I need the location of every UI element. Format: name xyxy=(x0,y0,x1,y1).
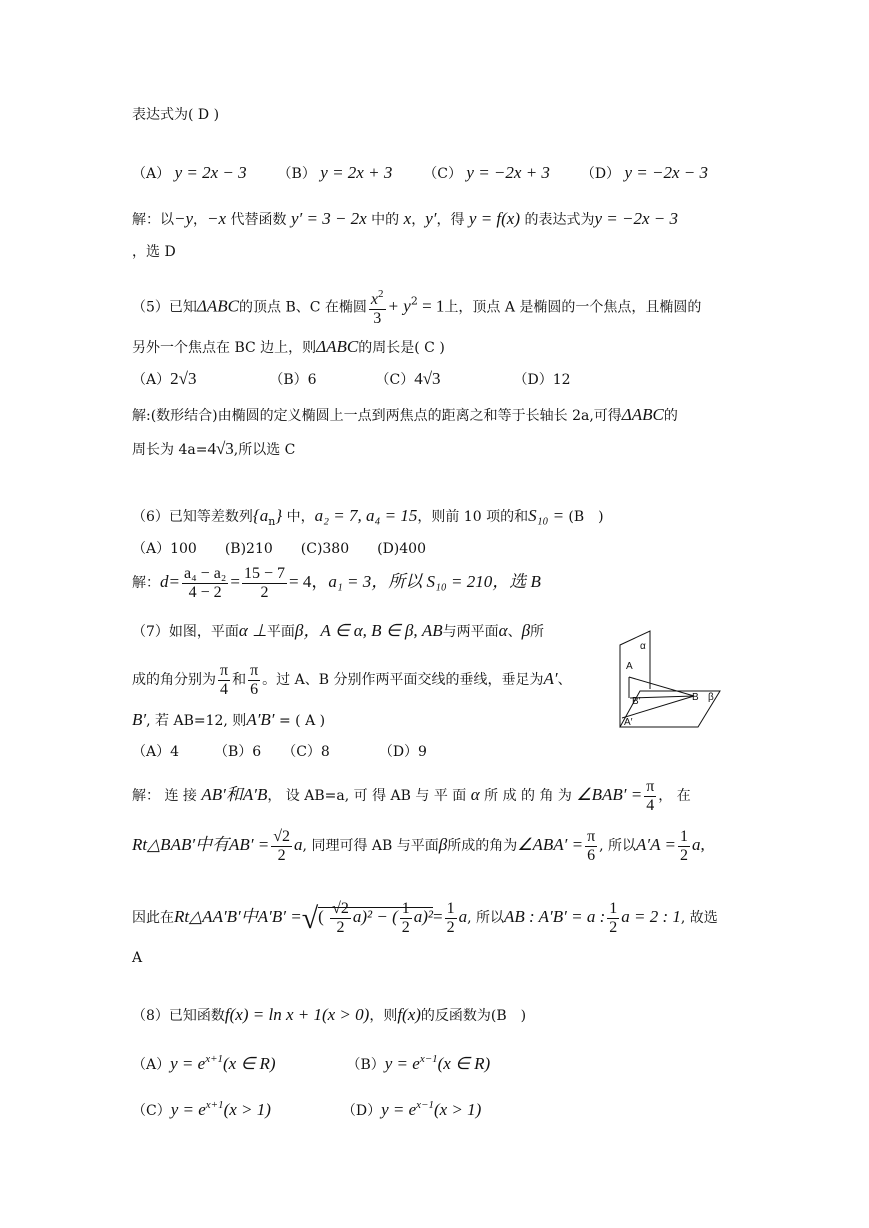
q4-option-a-label: （A） xyxy=(132,166,171,182)
q6-frac2-den: 2 xyxy=(260,583,269,601)
q8-option-b-exp: x−1 xyxy=(419,1053,438,1065)
q4-sol-math: −y xyxy=(174,209,194,228)
q5-sol-tail: 的 xyxy=(663,408,678,424)
q7-frac-sqrt2-2 xyxy=(330,900,351,936)
q5-math: = 1 xyxy=(417,296,445,316)
q7-math: A ∈ α, B ∈ β, AB xyxy=(320,621,443,640)
q5-option-d-label: （D） xyxy=(513,372,553,388)
q7-text: 和 xyxy=(232,672,247,689)
q6-seq-end: } xyxy=(275,506,283,525)
q7-a: a xyxy=(691,835,701,855)
q7-two: 2 xyxy=(609,918,618,936)
q5-stem-line1 xyxy=(132,288,701,327)
q8-option-d-cond: (x > 1) xyxy=(433,1100,482,1119)
q4-solution-line2: ，选 D xyxy=(132,244,176,260)
q7-text: （7）如图，平面 xyxy=(132,624,239,640)
q7-pi: π xyxy=(220,662,229,679)
q7-sol-math: ∠ABA′ = xyxy=(517,835,584,855)
q8-text: （8）已知函数 xyxy=(132,1008,225,1024)
q7-sol-math: β xyxy=(438,835,448,855)
q7-pi: π xyxy=(646,778,655,795)
q7-frac-half xyxy=(678,828,690,864)
q5-solution-line2 xyxy=(132,440,295,457)
q7-six: 6 xyxy=(250,680,259,698)
fig-label-alpha: α xyxy=(640,641,646,652)
q7-four: 4 xyxy=(646,796,655,814)
q7-frac-pi4 xyxy=(218,662,230,698)
q6-sol-math: = 4， xyxy=(289,572,329,592)
q5-frac-den: 3 xyxy=(373,309,382,327)
q6-sol-math: a₁ = 3，所以 xyxy=(328,572,427,592)
q7-math: a)² xyxy=(413,907,434,927)
intro-line: 表达式为( D ) xyxy=(132,107,220,123)
q7-solution-line4: A xyxy=(132,950,143,966)
q5-sol-text: 周长为 4a= xyxy=(132,442,208,458)
q5-ellipse-fraction xyxy=(369,288,386,327)
q7-solution-line2 xyxy=(132,828,705,864)
q8-option-d-base: y = e xyxy=(381,1100,417,1119)
q6-frac2 xyxy=(242,565,287,601)
q7-two: 2 xyxy=(446,918,455,936)
q5-text: 另外一个焦点在 BC 边上，则 xyxy=(132,340,317,356)
q6-sol-text: 解： xyxy=(132,575,160,592)
q7-pi: π xyxy=(587,828,596,845)
q7-sol-text: 所成的角为 xyxy=(447,838,518,855)
q5-sol-math: 4√3 xyxy=(207,439,234,458)
q5-sol-text: ,所以选 C xyxy=(233,442,296,458)
q7-sol-text: 所 成 的 角 为 xyxy=(479,788,577,805)
q6-condition: a₂ = 7, a₄ = 15 xyxy=(314,506,418,525)
q5-options xyxy=(132,370,571,387)
q5-triangle: ΔABC xyxy=(316,337,359,356)
q7-frac-sqrt2-2 xyxy=(271,828,292,864)
q4-sol-math: y′ xyxy=(425,209,437,228)
q5-option-d-expr: 12 xyxy=(552,372,571,388)
q6-solution xyxy=(132,565,541,601)
q8-stem xyxy=(132,1006,526,1023)
q4-option-c-expr: y = −2x + 3 xyxy=(466,163,550,182)
q7-frac-pi6 xyxy=(248,662,260,698)
q7-sol-text: , 同理可得 AB 与平面 xyxy=(302,838,439,855)
q4-option-b-label: （B） xyxy=(277,166,316,182)
q7-math: a)² − ( xyxy=(352,907,398,927)
q7-comma: , xyxy=(700,835,705,855)
q7-sol-math: Rt△BAB′中有AB′ = xyxy=(132,835,270,855)
q7-radicand xyxy=(318,900,434,936)
q5-option-a-expr: 2√3 xyxy=(170,369,197,388)
q4-option-d-label: （D） xyxy=(580,166,621,182)
q7-sol-text: 解： 连 接 xyxy=(132,788,202,805)
q7-frac-half xyxy=(445,900,457,936)
q4-option-b-expr: y = 2x + 3 xyxy=(320,163,393,182)
q7-text: 所 xyxy=(530,624,545,640)
q4-options xyxy=(132,164,708,181)
q5-text: 的周长是( C ) xyxy=(358,340,445,356)
q8-math: f(x) xyxy=(397,1005,421,1024)
q4-sol-math: y = f(x) xyxy=(468,209,521,228)
q6-text: 中， xyxy=(282,509,315,525)
q4-sol-text: ， xyxy=(193,212,208,228)
fig-label-beta: β xyxy=(708,692,714,703)
q8-option-d-label: （D） xyxy=(341,1103,382,1119)
q7-one: 1 xyxy=(401,900,410,917)
q5-option-b-expr: 6 xyxy=(307,372,317,388)
q7-text: = ( A ) xyxy=(274,713,326,729)
q7-one: 1 xyxy=(446,900,455,917)
q7-math: β xyxy=(521,621,531,640)
q6-text: ，则前 10 项的和 xyxy=(417,509,529,525)
q7-math: ( xyxy=(318,907,329,927)
q7-two: 2 xyxy=(277,846,286,864)
q7-a: a xyxy=(458,907,468,927)
q7-sol-text: , 所以 xyxy=(599,838,637,855)
q7-one: 1 xyxy=(609,900,618,917)
q7-sol-math: Rt△AA′B′中A′B′ = xyxy=(174,907,302,927)
q7-two: 2 xyxy=(679,846,688,864)
fig-label-a-prime: A′ xyxy=(624,717,633,728)
q8-option-c-label: （C） xyxy=(132,1103,171,1119)
q4-option-a-expr: y = 2x − 3 xyxy=(174,163,247,182)
q5-text: 的顶点 B、C 在椭圆 xyxy=(239,299,367,316)
q4-sol-math: y′ = 3 − 2x xyxy=(290,209,367,228)
q7-math: α xyxy=(498,621,508,640)
q5-option-c-label: （C） xyxy=(375,372,415,388)
q7-text: , 若 AB=12, 则 xyxy=(146,713,247,729)
q8-text: 的反函数为(B ) xyxy=(420,1008,527,1024)
q8-text: ，则 xyxy=(369,1008,398,1024)
q7-text: 平面 xyxy=(266,624,295,640)
q4-sol-text: 中的 xyxy=(366,212,404,228)
q4-sol-math: −x xyxy=(207,209,227,228)
q7-sol-text: , 所以 xyxy=(467,910,505,927)
q8-option-b-base: y = e xyxy=(384,1054,420,1073)
q7-one: 1 xyxy=(679,828,688,845)
q4-sol-math: x xyxy=(403,209,412,228)
q4-sol-text: ，得 xyxy=(436,212,469,228)
q7-sol-math: ∠BAB′ = xyxy=(576,785,643,805)
q7-sqrt-sign: √ xyxy=(301,902,319,936)
q7-math: β， xyxy=(294,621,321,640)
q7-text: 。过 A、B 分别作两平面交线的垂线，垂足为 xyxy=(262,672,544,689)
q7-solution-line1 xyxy=(132,778,691,814)
q4-sol-math: y = −2x − 3 xyxy=(594,209,678,228)
q7-sqrt2: √2 xyxy=(273,828,291,845)
q7-math: A′ xyxy=(543,669,558,689)
q8-option-c-base: y = e xyxy=(170,1100,206,1119)
q7-a: a xyxy=(294,835,303,855)
q5-sup: 2 xyxy=(410,294,418,308)
q6-frac1 xyxy=(182,565,228,601)
q5-option-b-label: （B） xyxy=(269,372,308,388)
fig-label-b: B xyxy=(692,692,699,703)
q4-sol-text: ， xyxy=(411,212,426,228)
q8-option-b-cond: (x ∈ R) xyxy=(437,1054,491,1073)
q5-sol-text: 解:(数形结合)由椭圆的定义椭圆上一点到两焦点的距离之和等于长轴长 2a,可得 xyxy=(132,408,622,424)
q5-triangle: ΔABC xyxy=(196,296,240,316)
q6-eq: = xyxy=(230,572,240,592)
q5-stem-line2 xyxy=(132,338,445,355)
q6-sol-d: d= xyxy=(160,572,180,592)
q7-text: 成的角分别为 xyxy=(132,672,216,689)
q7-planes-figure xyxy=(612,625,740,737)
q8-option-a-cond: (x ∈ R) xyxy=(223,1054,276,1073)
q5-option-c-expr: 4√3 xyxy=(414,369,441,388)
q7-stem-line3 xyxy=(132,711,325,728)
q5-text: （5）已知 xyxy=(132,299,197,316)
q6-seq: {a xyxy=(252,506,269,525)
q7-sqrt2: √2 xyxy=(332,900,349,917)
fig-label-a: A xyxy=(626,661,633,672)
q5-solution-line1 xyxy=(132,406,678,423)
q7-sol-text: , 故选 xyxy=(680,910,718,927)
q6-s10: S₁₀ = xyxy=(528,506,569,525)
q5-frac-sup: 2 xyxy=(378,288,384,300)
q7-sol-math: AB : A′B′ = a : xyxy=(504,907,606,927)
q6-options: （A）100 (B)210 (C)380 (D)400 xyxy=(132,541,426,557)
q7-options: （A）4 （B）6 （C）8 （D）9 xyxy=(132,744,427,760)
q7-sol-math: A′A = xyxy=(636,835,676,855)
q7-frac-pi4 xyxy=(644,778,656,814)
q5-triangle: ΔABC xyxy=(621,405,664,424)
q5-frac-num: x xyxy=(370,291,379,308)
q6-seq-sub: n xyxy=(268,515,276,528)
q7-math: α ⊥ xyxy=(238,621,267,640)
q7-frac-half xyxy=(400,900,412,936)
q7-math: B′ xyxy=(132,710,147,729)
q8-option-d-exp: x−1 xyxy=(416,1099,434,1111)
fig-label-b-prime: B′ xyxy=(632,696,641,707)
q8-option-a-base: y = e xyxy=(170,1054,206,1073)
q7-stem-line1 xyxy=(132,622,544,639)
q7-sol-text: ， 设 AB=a, 可 得 AB 与 平 面 xyxy=(267,788,471,805)
q7-sol-math: AB′和A′B xyxy=(201,785,268,805)
q7-pi: π xyxy=(250,662,259,679)
q8-math: f(x) = ln x + 1(x > 0) xyxy=(224,1005,370,1024)
q4-option-d-expr: y = −2x − 3 xyxy=(624,163,709,182)
q7-math: = xyxy=(433,907,443,927)
q7-stem-line2 xyxy=(132,662,572,698)
q5-text: 上，顶点 A 是椭圆的一个焦点，且椭圆的 xyxy=(444,299,702,316)
q7-two: 2 xyxy=(401,918,410,936)
q6-frac2-num: 15 − 7 xyxy=(243,565,285,582)
q8-options-row2 xyxy=(132,1100,481,1118)
q4-sol-text: 的表达式为 xyxy=(520,212,595,228)
q7-two: 2 xyxy=(336,918,345,936)
q8-option-b-label: （B） xyxy=(346,1057,385,1073)
q8-option-a-label: （A） xyxy=(132,1057,171,1073)
q7-four: 4 xyxy=(220,680,229,698)
q6-frac1-num: a₄ − a₂ xyxy=(183,565,227,582)
q7-sol-text: ， 在 xyxy=(658,788,691,805)
q7-sol-text: 因此在 xyxy=(132,910,174,927)
q7-solution-line3 xyxy=(132,900,718,936)
q4-sol-text: 代替函数 xyxy=(226,212,291,228)
q7-six: 6 xyxy=(587,846,596,864)
q8-option-c-cond: (x > 1) xyxy=(223,1100,271,1119)
q6-answer: (B ) xyxy=(568,509,604,525)
q5-option-a-label: （A） xyxy=(132,372,171,388)
q8-option-c-exp: x+1 xyxy=(205,1099,224,1111)
q4-sol-text: 解：以 xyxy=(132,212,174,228)
q6-sol-math: S₁₀ = 210，选 B xyxy=(426,572,541,592)
q6-stem xyxy=(132,507,604,527)
q4-solution-line1 xyxy=(132,210,678,227)
q4-option-c-label: （C） xyxy=(423,166,462,182)
q7-text: 与两平面 xyxy=(442,624,499,640)
q7-frac-half xyxy=(607,900,619,936)
q7-text: 、 xyxy=(507,624,522,640)
q6-text: （6）已知等差数列 xyxy=(132,509,253,525)
q7-frac-pi6 xyxy=(585,828,597,864)
q7-sol-math: α xyxy=(470,785,480,805)
q7-text: 、 xyxy=(557,672,572,689)
q6-frac1-den: 4 − 2 xyxy=(188,583,222,601)
q7-math: A′B′ xyxy=(246,710,275,729)
q8-options-row1 xyxy=(132,1054,490,1072)
q5-math: + y xyxy=(387,296,411,316)
q7-sol-math: a = 2 : 1 xyxy=(621,907,681,927)
q8-option-a-exp: x+1 xyxy=(205,1053,223,1065)
